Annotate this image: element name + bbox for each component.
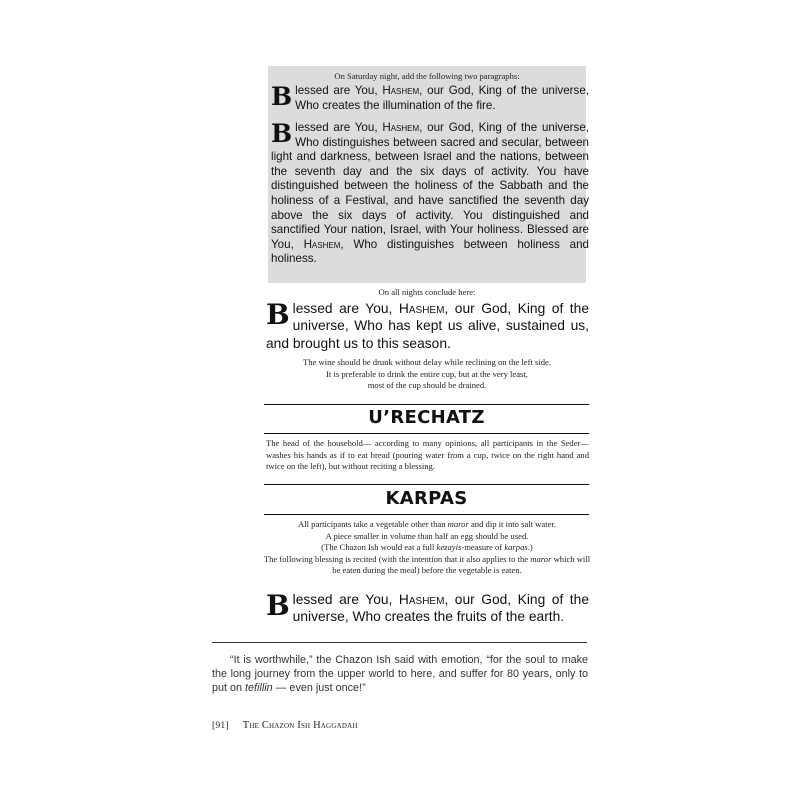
wine-instructions: The wine should be drunk without delay while reclining on the left side. It is preferable to drink the entire cup, but at the very least, most of the cup should be drained.	[303, 357, 551, 391]
divine-name: Hashem	[398, 301, 445, 316]
drop-cap: B	[271, 82, 293, 111]
page-number: [91]	[212, 720, 229, 731]
saturday-instruction: On Saturday night, add the following two paragraphs:	[334, 71, 520, 81]
section-rule	[264, 514, 589, 515]
section-rule	[264, 433, 589, 434]
section-rule	[264, 484, 589, 485]
drop-cap: B	[271, 119, 293, 148]
footnote-rule	[212, 642, 587, 643]
urechatz-heading: U’RECHATZ	[368, 407, 485, 428]
divine-name: Hashem	[303, 237, 341, 251]
running-title: The Chazon Ish Haggadah	[242, 720, 358, 731]
karpas-instructions: All participants take a vegetable other than maror and dip it into salt water. A piece smaller in volume than half an egg should be used. (The Chazon Ish would eat a full kezayis-measure of karpas.) The following blessing is recited (with the intention that it also applies to the maror which will be eaten during the meal) before the vegetable is eaten.	[263, 519, 591, 576]
divine-name: Hashem	[382, 84, 420, 97]
section-rule	[264, 404, 589, 405]
page-footer	[212, 720, 358, 731]
drop-cap: B	[266, 298, 290, 331]
blessing-fire: Blessed are You, Hashem, our God, King of the universe, Who creates the illumination of the fire.	[271, 82, 589, 112]
blessing-havdalah: Blessed are You, Hashem, our God, King of the universe, Who distinguishes between sacred and secular, between light and darkness, between Israel and the nations, between the seventh day and the six days of activity. You have distinguished between the holiness of the Sabbath and the holiness of a Festival, and have sanctified the seventh day above the six days of activity. You distinguished and sanctified Your nation, Israel, with Your holiness. Blessed are You, Hashem, Who distinguishes between holiness and holiness.	[271, 119, 590, 266]
divine-name: Hashem	[398, 592, 445, 607]
all-nights-instruction: On all nights conclude here:	[378, 287, 476, 297]
blessing-borei-pri-haadamah: Blessed are You, Hashem, our God, King of the universe, Who creates the fruits of the earth.	[266, 589, 589, 625]
karpas-heading: KARPAS	[385, 488, 468, 509]
divine-name: Hashem	[382, 121, 420, 134]
drop-cap: B	[266, 589, 290, 622]
blessing-shehecheyanu: Blessed are You, Hashem, our God, King of the universe, Who has kept us alive, sustained us, and brought us to this season.	[266, 298, 589, 351]
urechatz-instruction: The head of the household— according to many opinions, all participants in the Seder— washes his hands as if to eat bread (pouring water from a cup, twice on the right hand and twice on the left), but without reciting a blessing.	[266, 438, 589, 472]
chazon-ish-quote: “It is worthwhile,” the Chazon Ish said with emotion, “for the soul to make the long journey from the upper world to here, and suffer for 80 years, only to put on tefillin — even just once!”	[212, 654, 588, 694]
